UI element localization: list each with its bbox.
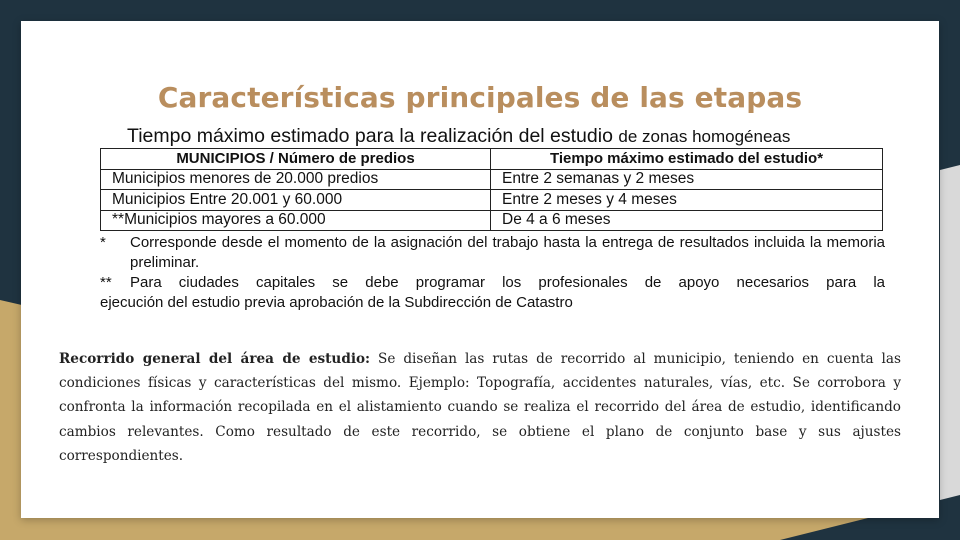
table-cell: Municipios menores de 20.000 predios bbox=[101, 169, 491, 190]
gray-band bbox=[940, 165, 960, 540]
table-header-row bbox=[101, 149, 883, 170]
footnote-text: Para ciudades capitales se debe programar los profesionales de apoyo necesarios para la bbox=[130, 274, 885, 291]
footnote bbox=[100, 273, 885, 293]
table-row bbox=[101, 169, 883, 190]
footnote-text: Corresponde desde el momento de la asignación del trabajo hasta la entrega de resultados incluida la memoria preliminar. bbox=[130, 234, 885, 271]
header-municipios: MUNICIPIOS / Número de predios bbox=[101, 149, 491, 170]
table-notes bbox=[100, 233, 885, 313]
body-lead: Recorrido general del área de estudio: bbox=[59, 351, 371, 367]
table-cell: Municipios Entre 20.001 y 60.000 bbox=[101, 190, 491, 211]
footnote-continuation: ejecución del estudio previa aprobación de la Subdirección de Catastro bbox=[100, 294, 573, 311]
table-cell: Entre 2 meses y 4 meses bbox=[491, 190, 883, 211]
footnote bbox=[100, 233, 885, 273]
table-cell: Entre 2 semanas y 2 meses bbox=[491, 169, 883, 190]
header-tiempo: Tiempo máximo estimado del estudio* bbox=[491, 149, 883, 170]
table-figure bbox=[100, 124, 885, 313]
table-row bbox=[101, 190, 883, 211]
estimate-table bbox=[100, 148, 883, 231]
footnote-mark: ** bbox=[100, 274, 112, 291]
slide-title: Características principales de las etapas bbox=[157, 81, 803, 114]
table-cell: **Municipios mayores a 60.000 bbox=[101, 210, 491, 231]
footnote-mark: * bbox=[100, 234, 106, 251]
table-caption bbox=[100, 124, 885, 148]
body-paragraph bbox=[59, 347, 901, 468]
slide-card bbox=[21, 21, 939, 518]
table-cell: De 4 a 6 meses bbox=[491, 210, 883, 231]
table-caption-tail: de zonas homogéneas bbox=[618, 127, 791, 146]
body-text: Se diseñan las rutas de recorrido al municipio, teniendo en cuenta las condiciones físicas y características del mismo. Ejemplo: Topografía, accidentes naturales, vías, etc. Se corrobora y confronta la información recopilada en el alistamiento cuando se realiza el recorrido del área de estudio, identificando cambios relevantes. Como resultado de este recorrido, se obtiene el plano de conjunto base y sus ajustes correspondientes. bbox=[59, 351, 901, 464]
table-row bbox=[101, 210, 883, 231]
table-caption-main: Tiempo máximo estimado para la realización del estudio bbox=[127, 125, 613, 147]
